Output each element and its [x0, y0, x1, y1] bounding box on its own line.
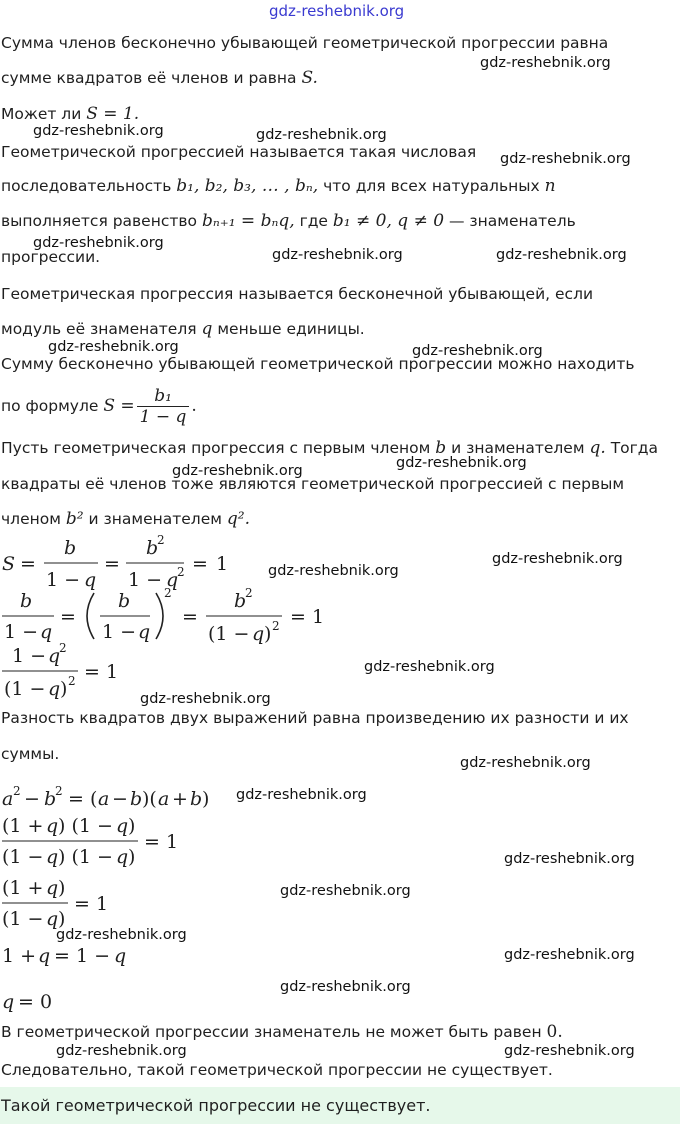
svg-text:1: 1 [106, 661, 119, 683]
equation-5 [0, 810, 200, 872]
svg-text:2: 2 [68, 674, 76, 688]
math-S: S. [301, 68, 318, 88]
svg-text:q: q [46, 877, 59, 899]
math-n: n [544, 176, 556, 196]
sum-formula-line-1: Сумму бесконечно убывающей геометрической прогрессии можно находить [1, 355, 635, 373]
svg-text:=: = [20, 553, 36, 575]
equation-3 [0, 640, 140, 702]
problem-text: сумме квадратов её членов и равна [1, 69, 297, 87]
math-q-squared: q². [226, 509, 250, 529]
svg-text:a: a [158, 788, 170, 810]
svg-text:b: b [146, 537, 159, 559]
watermark: gdz-reshebnik.org [396, 455, 527, 471]
assumption-line-2: квадраты её членов тоже являются геометрической прогрессией с первым [1, 475, 625, 493]
svg-text:S: S [2, 553, 16, 575]
difference-of-squares-line-1: Разность квадратов двух выражений равна произведению их разности и их [1, 709, 629, 727]
definition-line-2 [1, 175, 556, 197]
svg-text:(1 +: (1 + [2, 815, 44, 837]
conclusion-text: В геометрической прогрессии знаменатель не может быть равен [1, 1023, 542, 1041]
svg-text:q: q [166, 569, 179, 591]
assumption-line-1 [1, 437, 658, 459]
math-q: q [201, 319, 213, 339]
equation-6 [0, 872, 140, 934]
svg-text:)(: )( [142, 788, 157, 810]
equation-4 [0, 782, 240, 812]
conclusion-line-1 [1, 1021, 563, 1043]
problem-text-line-1: Сумма членов бесконечно убывающей геометрической прогрессии равна [1, 34, 609, 52]
definition-line-1: Геометрической прогрессией называется такая числовая [1, 143, 477, 161]
equation-7 [0, 940, 140, 970]
watermark: gdz-reshebnik.org [412, 343, 543, 359]
equation-2 [0, 585, 340, 647]
assumption-line-3 [1, 508, 250, 530]
fraction-numerator: b₁ [137, 386, 190, 407]
svg-text:a: a [98, 788, 110, 810]
math-recurrence: bₙ₊₁ = bₙq, [201, 211, 295, 231]
math-S-equals: S = [103, 396, 135, 416]
svg-text:2: 2 [59, 641, 67, 655]
svg-text:): ) [202, 788, 210, 810]
watermark: gdz-reshebnik.org [280, 883, 411, 899]
svg-text:q: q [116, 815, 129, 837]
svg-text:(1 +: (1 + [2, 877, 44, 899]
svg-text:q: q [48, 645, 61, 667]
svg-text:q: q [252, 623, 265, 645]
svg-text:2: 2 [245, 586, 253, 600]
svg-text:): ) [58, 877, 66, 899]
svg-text:q: q [114, 945, 127, 967]
infinite-progression-text-rest: меньше единицы. [217, 320, 365, 338]
fraction-denominator: 1 − q [139, 407, 187, 427]
watermark: gdz-reshebnik.org [496, 247, 627, 263]
watermark: gdz-reshebnik.org [480, 55, 611, 71]
watermark: gdz-reshebnik.org [172, 463, 303, 479]
sum-formula-fraction [137, 386, 190, 427]
definition-text-rest: — знаменатель [448, 212, 576, 230]
definition-text-where: где [299, 212, 328, 230]
svg-text:=: = [192, 553, 208, 575]
watermark: gdz-reshebnik.org [504, 1043, 635, 1059]
watermark: gdz-reshebnik.org [33, 123, 164, 139]
math-sequence: b₁, b₂, b₃, … , bₙ, [176, 176, 319, 196]
svg-text:−: − [24, 788, 40, 810]
definition-text-rest: что для всех натуральных [323, 177, 540, 195]
svg-text:2: 2 [157, 534, 165, 547]
svg-text:=: = [104, 553, 120, 575]
watermark: gdz-reshebnik.org [504, 851, 635, 867]
assumption-text: членом [1, 510, 61, 528]
watermark: gdz-reshebnik.org [48, 339, 179, 355]
svg-text:q: q [38, 945, 51, 967]
svg-text:1: 1 [96, 893, 109, 915]
svg-text:2: 2 [272, 619, 280, 633]
svg-text:1: 1 [166, 831, 179, 853]
watermark: gdz-reshebnik.org [256, 127, 387, 143]
assumption-text-rest: Тогда [610, 439, 659, 457]
svg-text:1: 1 [216, 553, 229, 575]
question-line [1, 103, 139, 125]
equation-1 [0, 534, 260, 592]
assumption-text-mid: и знаменателем [451, 439, 585, 457]
watermark: gdz-reshebnik.org [140, 691, 271, 707]
svg-text:): ) [264, 623, 272, 645]
difference-of-squares-line-2: суммы. [1, 745, 60, 763]
watermark: gdz-reshebnik.org [268, 563, 399, 579]
svg-text:2: 2 [55, 784, 63, 798]
svg-text:q: q [116, 846, 129, 868]
svg-text:b: b [44, 788, 57, 810]
svg-text:) (1 −: ) (1 − [58, 846, 113, 868]
definition-text: выполняется равенство [1, 212, 198, 230]
svg-text:2: 2 [164, 586, 172, 600]
svg-text:(1 −: (1 − [4, 678, 46, 700]
watermark: gdz-reshebnik.org [492, 551, 623, 567]
watermark: gdz-reshebnik.org [460, 755, 591, 771]
definition-line-3 [1, 210, 576, 232]
svg-text:b: b [234, 590, 247, 612]
math-zero: 0. [546, 1022, 563, 1042]
question-text: Может ли [1, 105, 82, 123]
svg-text:= 0: = 0 [18, 991, 53, 1013]
svg-text:1 −: 1 − [128, 569, 163, 591]
svg-text:b: b [130, 788, 143, 810]
svg-text:=: = [144, 831, 160, 853]
math-b-squared: b² [65, 509, 84, 529]
svg-text:a: a [2, 788, 14, 810]
svg-text:=: = [60, 606, 76, 628]
svg-text:= 1 −: = 1 − [54, 945, 111, 967]
watermark-top: gdz-reshebnik.org [269, 2, 405, 20]
svg-text:): ) [128, 846, 136, 868]
watermark: gdz-reshebnik.org [504, 947, 635, 963]
watermark: gdz-reshebnik.org [364, 659, 495, 675]
definition-text: последовательность [1, 177, 172, 195]
svg-text:) (1 −: ) (1 − [58, 815, 113, 837]
svg-text:1 +: 1 + [2, 945, 37, 967]
definition-line-4: прогрессии. [1, 248, 101, 266]
svg-text:q: q [48, 678, 61, 700]
svg-text:b: b [118, 590, 131, 612]
svg-text:1 −: 1 − [4, 621, 39, 643]
assumption-text: Пусть геометрическая прогрессия с первым членом [1, 439, 431, 457]
svg-text:q: q [46, 815, 59, 837]
math-S-equals-1: S = 1. [86, 104, 140, 124]
watermark: gdz-reshebnik.org [236, 787, 367, 803]
watermark: gdz-reshebnik.org [33, 235, 164, 251]
svg-text:): ) [60, 678, 68, 700]
svg-text:= (: = ( [68, 788, 98, 810]
svg-text:1 −: 1 − [12, 645, 47, 667]
infinite-progression-line-2 [1, 318, 365, 340]
watermark: gdz-reshebnik.org [272, 247, 403, 263]
svg-text:q: q [40, 621, 53, 643]
answer-box: Такой геометрической прогрессии не существует. [0, 1087, 680, 1124]
svg-text:q: q [46, 846, 59, 868]
svg-text:q: q [84, 569, 97, 591]
svg-text:=: = [182, 606, 198, 628]
problem-text-line-2 [1, 67, 318, 89]
svg-text:−: − [112, 788, 128, 810]
watermark: gdz-reshebnik.org [56, 1043, 187, 1059]
math-b: b [435, 438, 447, 458]
svg-text:q: q [46, 908, 59, 930]
svg-text:2: 2 [13, 784, 21, 798]
svg-text:q: q [2, 991, 15, 1013]
watermark: gdz-reshebnik.org [280, 979, 411, 995]
svg-text:1 −: 1 − [46, 569, 81, 591]
svg-text:1 −: 1 − [102, 621, 137, 643]
math-conditions: b₁ ≠ 0, q ≠ 0 [332, 211, 445, 231]
svg-text:=: = [74, 893, 90, 915]
sum-formula-line-2: по формуле S = $\frac{\text{b₁}}{1 - q}$ . [1, 386, 197, 427]
svg-text:b: b [64, 537, 77, 559]
svg-text:b: b [190, 788, 203, 810]
watermark: gdz-reshebnik.org [56, 927, 187, 943]
svg-text:): ) [58, 908, 66, 930]
equation-8 [0, 986, 80, 1016]
conclusion-line-2: Следовательно, такой геометрической прогрессии не существует. [1, 1061, 553, 1079]
watermark: gdz-reshebnik.org [500, 151, 631, 167]
svg-text:): ) [128, 815, 136, 837]
svg-text:+: + [172, 788, 188, 810]
svg-text:(1 −: (1 − [2, 908, 44, 930]
svg-text:=: = [290, 606, 306, 628]
infinite-progression-line-1: Геометрическая прогрессия называется бесконечной убывающей, если [1, 285, 594, 303]
svg-text:=: = [84, 661, 100, 683]
svg-text:(1 −: (1 − [2, 846, 44, 868]
svg-text:1: 1 [312, 606, 325, 628]
svg-text:b: b [20, 590, 33, 612]
assumption-text-mid: и знаменателем [88, 510, 222, 528]
sum-formula-text: по формуле [1, 397, 99, 415]
svg-text:q: q [138, 621, 151, 643]
infinite-progression-text: модуль её знаменателя [1, 320, 197, 338]
svg-text:2: 2 [177, 565, 185, 579]
math-q: q. [589, 438, 606, 458]
svg-text:(1 −: (1 − [208, 623, 250, 645]
